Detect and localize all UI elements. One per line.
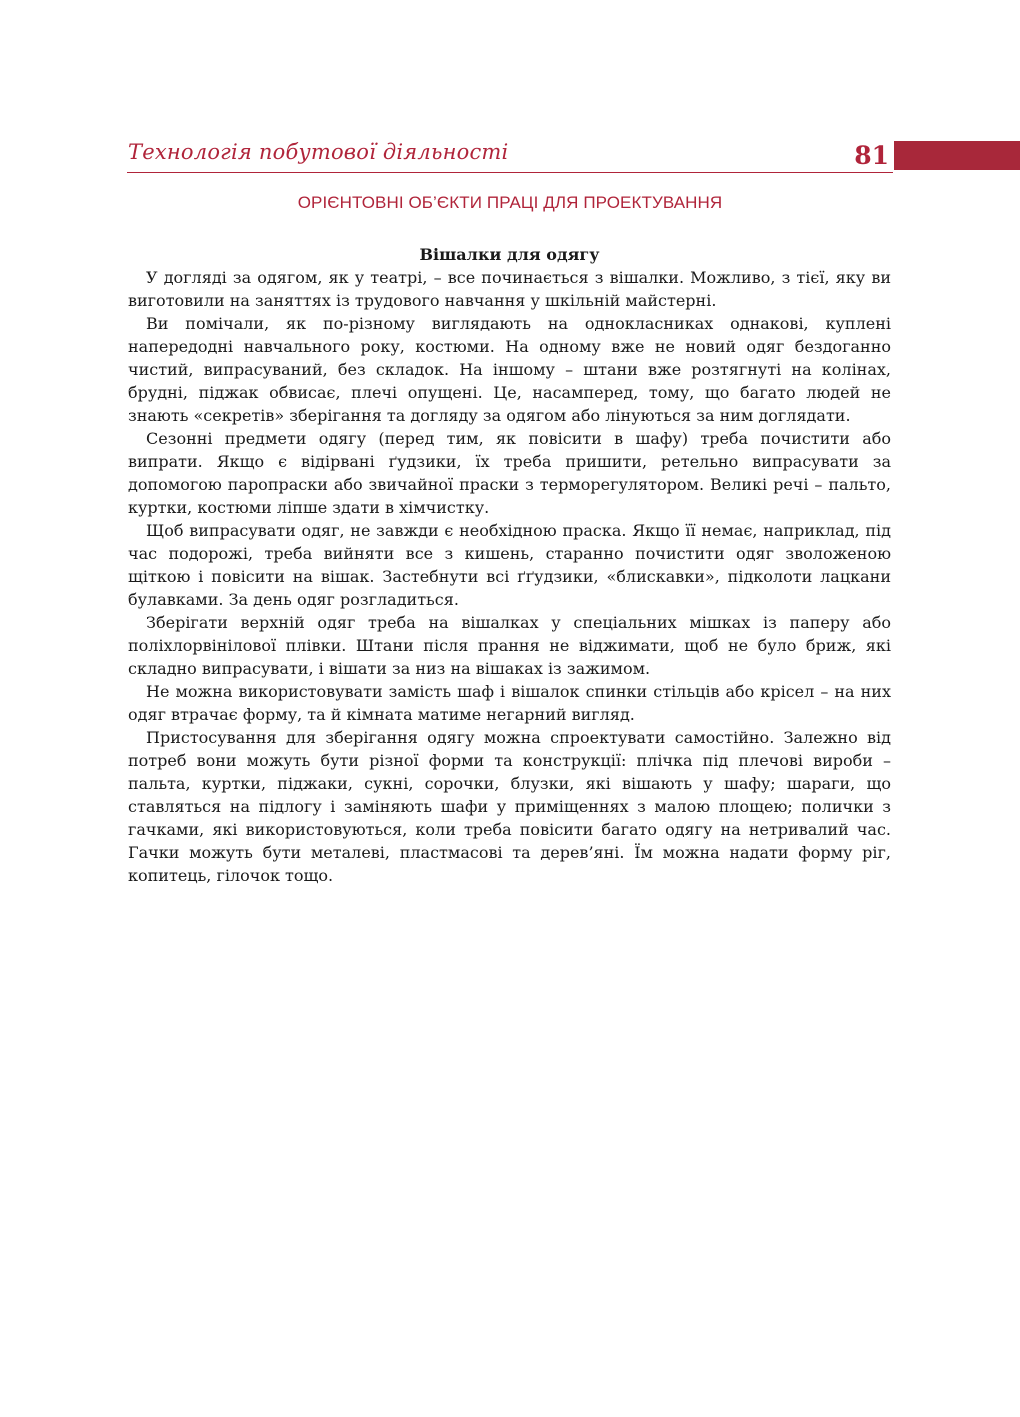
article-paragraph: Зберігати верхній одяг треба на вішалках у спеціальних мішках із паперу або поліхлорвінілової плівки. Штани після прання не віджимати, щоб не було бриж, які складно випрасувати, і вішати за низ на вішаках із зажимом. — [128, 613, 891, 678]
article-paragraph: Не можна використовувати замість шаф і вішалок спинки стільців або крісел – на них одяг втрачає форму, та й кімната матиме негарний вигляд. — [128, 682, 891, 724]
running-header — [127, 138, 893, 173]
page-edge-bar — [894, 141, 1020, 170]
article-paragraph: Щоб випрасувати одяг, не завжди є необхідною праска. Якщо її немає, наприклад, під час подорожі, треба вийняти все з кишень, старанно почистити одяг зволоженою щіткою і повісити на вішак. Застебнути всі ґґудзики, «блискавки», підколоти лацкани булавками. За день одяг розгладиться. — [128, 521, 891, 609]
page-number: 81 — [854, 141, 889, 170]
article-paragraph: Сезонні предмети одягу (перед тим, як повісити в шафу) треба почистити або випрати. Якщо є відірвані ґудзики, їх треба пришити, ретельно випрасувати за допомогою паропраски або звичайної праски з терморегулятором. Великі речі – пальто, куртки, костюми ліпше здати в хімчистку. — [128, 429, 891, 517]
section-heading: ОРІЄНТОВНІ ОБ’ЄКТИ ПРАЦІ ДЛЯ ПРОЕКТУВАННЯ — [297, 193, 723, 212]
article-paragraph: Ви помічали, як по-різному виглядають на однокласниках однакові, куплені напередодні навчального року, костюми. На одному вже не новий одяг бездоганно чистий, випрасуваний, без складок. На іншому – штани вже розтягнуті на колінах, брудні, піджак обвисає, плечі опущені. Це, насамперед, тому, що багато людей не знають «секретів» зберігання та догляду за одягом або лінуються за ним доглядати. — [128, 314, 891, 425]
article — [128, 243, 891, 887]
article-paragraph: Пристосування для зберігання одягу можна спроектувати самостійно. Залежно від потреб вони можуть бути різної форми та конструкції: плічка під плечові вироби – пальта, куртки, піджаки, сукні, сорочки, блузки, які вішають у шафу; шараги, що ставляться на підлогу і заміняють шафи у приміщеннях з малою площею; полички з гачками, які використовуються, коли треба повісити багато одягу на нетривалий час. Гачки можуть бути металеві, пластмасові та дерев’яні. Їм можна надати форму ріг, копитець, гілочок тощо. — [128, 728, 891, 885]
article-paragraph: У догляді за одягом, як у театрі, – все починається з вішалки. Можливо, з тієї, яку ви виготовили на заняттях із трудового навчання у шкільній майстерні. — [128, 268, 891, 310]
article-title: Вішалки для одягу — [419, 245, 600, 264]
running-title: Технологія побутової діяльності — [128, 140, 509, 164]
